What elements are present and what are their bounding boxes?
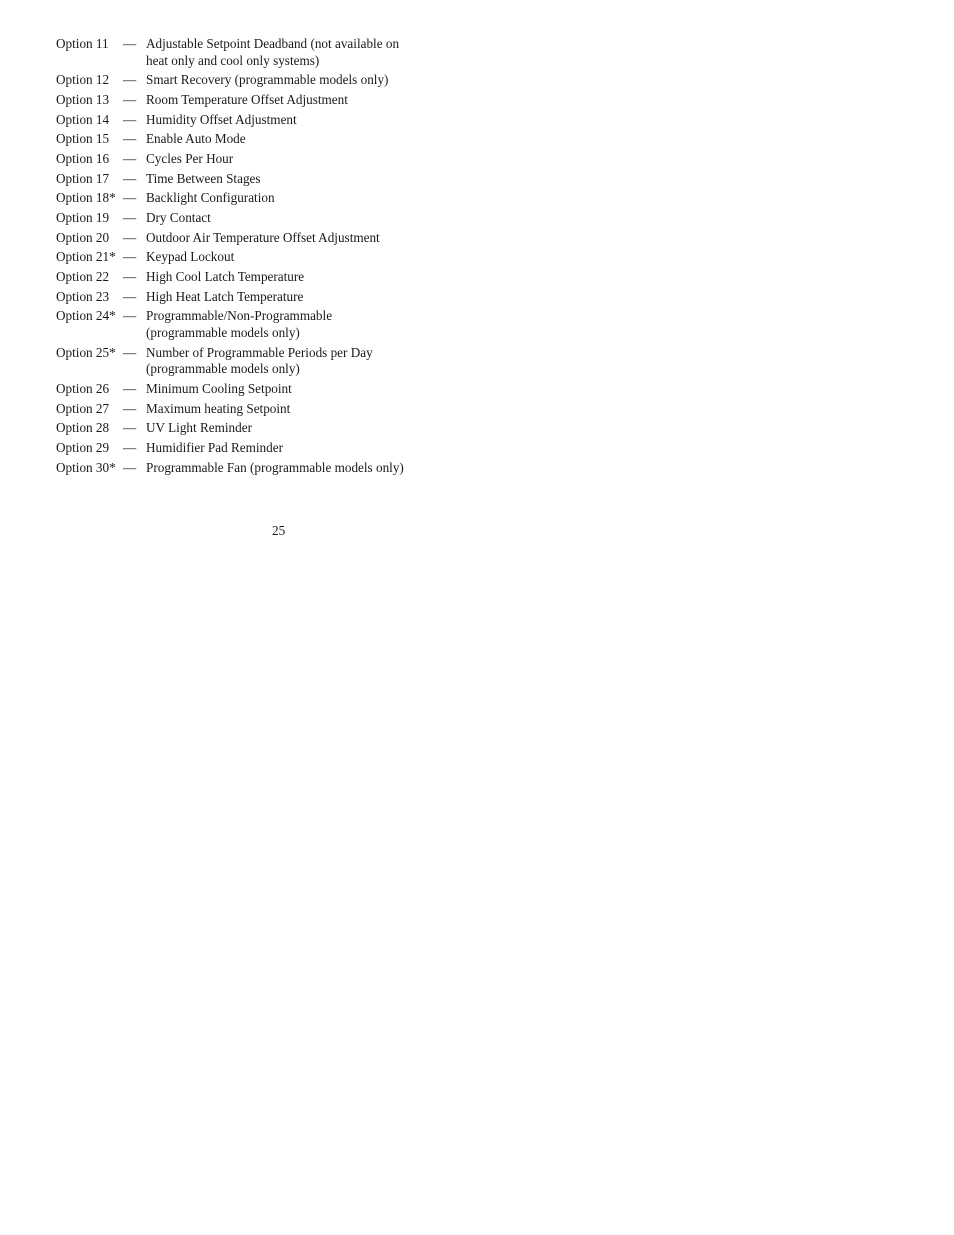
option-description-line: Maximum heating Setpoint [146,400,291,416]
option-dash: — [123,269,137,285]
option-description-line: Humidifier Pad Reminder [146,439,283,455]
option-dash: — [123,420,137,436]
option-label: Option 12 [56,72,110,88]
option-description [146,230,436,247]
option-label: Option 17 [56,170,110,186]
option-description-line: Programmable/Non-Programmable [146,308,333,324]
option-dash: — [123,308,137,324]
option-row [56,151,436,168]
option-dash: — [123,229,137,245]
option-row [56,249,436,266]
option-description [146,72,436,89]
option-dash: — [123,131,137,147]
option-description-line: High Heat Latch Temperature [146,288,304,304]
option-row [56,131,436,148]
option-row [56,269,436,286]
option-description [146,345,436,378]
option-description-line: Outdoor Air Temperature Offset Adjustment [146,229,380,245]
option-description-line: (programmable models only) [146,361,300,377]
option-description-line: Enable Auto Mode [146,131,246,147]
option-row [56,440,436,457]
option-description [146,171,436,188]
option-description [146,210,436,227]
option-description [146,151,436,168]
option-description-line: Backlight Configuration [146,190,275,206]
option-dash: — [123,111,137,127]
option-dash: — [123,380,137,396]
option-description [146,289,436,306]
option-row [56,112,436,129]
option-label: Option 26 [56,380,110,396]
option-description [146,249,436,266]
option-label: Option 21* [56,249,116,265]
option-description-line: Adjustable Setpoint Deadband (not available on [146,36,400,51]
option-dash: — [123,439,137,455]
option-description-line: Minimum Cooling Setpoint [146,380,292,396]
option-dash: — [123,36,137,51]
option-dash: — [123,91,137,107]
option-dash: — [123,190,137,206]
option-row [56,289,436,306]
option-dash: — [123,72,137,88]
option-row [56,420,436,437]
option-description-line: Time Between Stages [146,170,261,186]
option-description-line: UV Light Reminder [146,420,252,436]
option-label: Option 23 [56,288,110,304]
option-description [146,112,436,129]
option-row [56,171,436,188]
option-row [56,308,436,341]
option-row [56,381,436,398]
option-description-line: (programmable models only) [146,324,300,340]
option-label: Option 14 [56,111,110,127]
option-label: Option 11 [56,36,109,51]
option-dash: — [123,170,137,186]
option-description-line: High Cool Latch Temperature [146,269,305,285]
page-number: 25 [272,523,286,538]
option-row [56,230,436,247]
option-description-line: Number of Programmable Periods per Day [146,344,373,360]
option-label: Option 15 [56,131,110,147]
option-row [56,36,436,69]
option-row [56,345,436,378]
option-label: Option 24* [56,308,116,324]
option-label: Option 13 [56,91,110,107]
option-description [146,92,436,109]
option-description [146,36,436,69]
option-description-line: Keypad Lockout [146,249,235,265]
option-row [56,401,436,418]
option-row [56,460,436,477]
option-description [146,190,436,207]
option-label: Option 27 [56,400,110,416]
option-description [146,420,436,437]
option-row [56,72,436,89]
option-description [146,381,436,398]
option-dash: — [123,150,137,166]
option-label: Option 29 [56,439,110,455]
option-description-line: Smart Recovery (programmable models only) [146,72,389,88]
option-dash: — [123,249,137,265]
option-label: Option 20 [56,229,110,245]
option-dash: — [123,288,137,304]
option-dash: — [123,400,137,416]
option-description-line: Room Temperature Offset Adjustment [146,91,348,107]
option-dash: — [123,344,137,360]
option-description [146,308,436,341]
option-row [56,92,436,109]
option-row [56,210,436,227]
option-description-line: heat only and cool only systems) [146,52,320,68]
option-description [146,440,436,457]
option-description [146,269,436,286]
options-list [56,36,436,479]
option-description [146,460,436,477]
option-label: Option 18* [56,190,116,206]
option-description [146,401,436,418]
option-label: Option 25* [56,344,116,360]
option-label: Option 16 [56,150,110,166]
option-description-line: Humidity Offset Adjustment [146,111,297,127]
option-description [146,131,436,148]
option-label: Option 22 [56,269,110,285]
option-dash: — [123,210,137,225]
option-dash: — [123,459,137,475]
option-description-line: Dry Contact [146,210,211,225]
option-label: Option 30* [56,459,116,475]
option-description-line: Cycles Per Hour [146,150,234,166]
option-description-line: Programmable Fan (programmable models only) [146,459,404,475]
option-row [56,190,436,207]
option-label: Option 19 [56,210,110,225]
option-label: Option 28 [56,420,110,436]
